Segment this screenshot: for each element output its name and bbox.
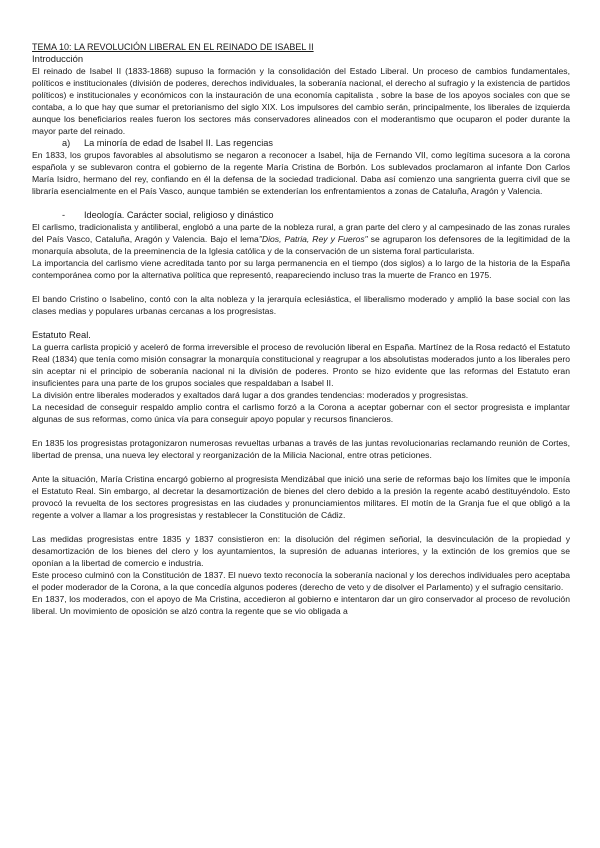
section-a-heading xyxy=(32,137,570,149)
carlismo-text-a: El carlismo, tradicionalista y antiliberal, englobó a una parte de la nobleza rural, a gran parte del clero y al campesinado de las zonas rurales del País Vasco, Cataluña, Aragón y Valencia. Bajo el lema xyxy=(32,222,570,244)
estatuto-heading: Estatuto Real. xyxy=(32,329,91,340)
medidas-paragraph: Las medidas progresistas entre 1835 y 1837 consistieron en: la disolución del régimen señorial, la desvinculación de la propiedad y desamortización de los bienes del clero y los ayuntamientos, la supresión de aduanas interiores, y la extinción de los gremios que se oponían a la libertad de comercio e industria. xyxy=(32,534,570,568)
section-b-marker: - xyxy=(62,210,66,220)
document-title: TEMA 10: LA REVOLUCIÓN LIBERAL EN EL REINADO DE ISABEL II xyxy=(32,42,314,52)
carlismo-paragraph-2: La importancia del carlismo viene acreditada tanto por su larga permanencia en el tiempo (dos siglos) a lo largo de la historia de la España contemporánea como por la alternativa política que representó, reapareciendo incluso tras la muerte de Franco en 1975. xyxy=(32,258,570,280)
paragraph-1835: En 1835 los progresistas protagonizaron numerosas revueltas urbanas a través de las juntas revolucionarias reclamando reunión de Cortes, libertad de prensa, una nueva ley electoral y reorganización de la Milicia Nacional, entre otras peticiones. xyxy=(32,438,570,460)
constitucion-paragraph: Este proceso culminó con la Constitución de 1837. El nuevo texto reconocía la soberanía nacional y los derechos individuales pero aceptaba el poder moderador de la Corona, a la que concedía algunos poderes (derecho de veto y de disolver el Parlamento) y el sufragio censitario. xyxy=(32,570,570,592)
paragraph-1837: En 1837, los moderados, con el apoyo de Ma Cristina, accedieron al gobierno e intentaron dar un giro conservador al proceso de revolución liberal. Un movimiento de oposición se alzó contra la regente que se vio obligada a xyxy=(32,594,570,616)
section-a-marker: a) xyxy=(62,138,71,148)
carlismo-motto: "Dios, Patria, Rey y Fueros" xyxy=(258,234,368,244)
intro-heading: Introducción xyxy=(32,53,84,64)
estatuto-paragraph-3: La necesidad de conseguir respaldo amplio contra el carlismo forzó a la Corona a aceptar gobernar con el sector progresista e implantar algunas de sus reformas, como única vía para conseguir apoyo popular y recursos financieros. xyxy=(32,402,570,424)
cristino-paragraph: El bando Cristino o Isabelino, contó con la alta nobleza y la jerarquía eclesiástica, el liberalismo moderado y amplió la base social con las clases medias y populares urbanas cercanas a los progresistas. xyxy=(32,294,570,316)
section-a-paragraph: En 1833, los grupos favorables al absolutismo se negaron a reconocer a Isabel, hija de Fernando VII, como legítima sucesora a la corona española y se sublevaron contra el gobierno de la regente María Cristina de Borbón. Los sublevados proclamaron al infante Don Carlos María Isidro, hermano del rey, confiando en él la defensa de la sociedad tradicional. Daba así comienzo una sangrienta guerra civil que se libraría esencialmente en el País Vasco, aunque también se extenderían los enfrentamientos a zonas de Cataluña, Aragón y Valencia. xyxy=(32,150,570,196)
mendizabal-paragraph: Ante la situación, María Cristina encargó gobierno al progresista Mendizábal que inició una serie de reformas bajo los límites que le imponía el Estatuto Real. Sin embargo, al decretar la desamortización de bienes del clero debido a la presión la regente acabó destituyéndolo. Esto provocó la revuelta de los sectores progresistas en las ciudades y pronunciamientos militares. El motín de la Granja fue el que obligó a la regente a volver a llamar a los progresistas y restablecer la Constitución de Cádiz. xyxy=(32,474,570,520)
estatuto-paragraph-1: La guerra carlista propició y aceleró de forma irreversible el proceso de revolución liberal en España. Martínez de la Rosa redactó el Estatuto Real (1834) que tenía como misión consagrar la monarquía constitucional y reagrupar a los absolutistas moderados junto a los liberales pero sin aceptar ni el principio de soberanía nacional ni la división de poderes. Pronto se hizo evidente que las reformas del Estatuto eran insuficientes para una parte de los grupos sociales que respaldaban a Isabel II. xyxy=(32,342,570,388)
section-a-title: La minoría de edad de Isabel II. Las regencias xyxy=(84,138,273,148)
section-b-title: Ideología. Carácter social, religioso y dinástico xyxy=(84,210,274,220)
intro-paragraph: El reinado de Isabel II (1833-1868) supuso la formación y la consolidación del Estado Liberal. Un proceso de cambios fundamentales, políticos e institucionales (división de poderes, derechos individuales, la soberanía nacional, el derecho al sufragio y la existencia de partidos políticos) e institucionales y económicos con la instauración de una economía capitalista , sobre la base de los apoyos sociales con que se contaba, a lo que hay que sumar el pretorianismo del siglo XIX. Los impulsores del cambio serán, principalmente, los liberales de izquierda aunque los beneficiarios reales fueron los sectores más conservadores alineados con el moderantismo que ocuparon el poder durante la mayor parte del reinado. xyxy=(32,66,570,136)
section-b-heading xyxy=(32,209,570,221)
document-body xyxy=(32,41,570,617)
estatuto-paragraph-2: La división entre liberales moderados y exaltados dará lugar a dos grandes tendencias: moderados y progresistas. xyxy=(32,390,469,400)
carlismo-paragraph-1 xyxy=(32,221,570,257)
carlismo-text-b: se agruparon los defensores de la legitimidad de la monarquía absoluta, de la preeminencia de la Iglesia católica y de la conservación de un sistema foral particularista. xyxy=(32,234,571,256)
